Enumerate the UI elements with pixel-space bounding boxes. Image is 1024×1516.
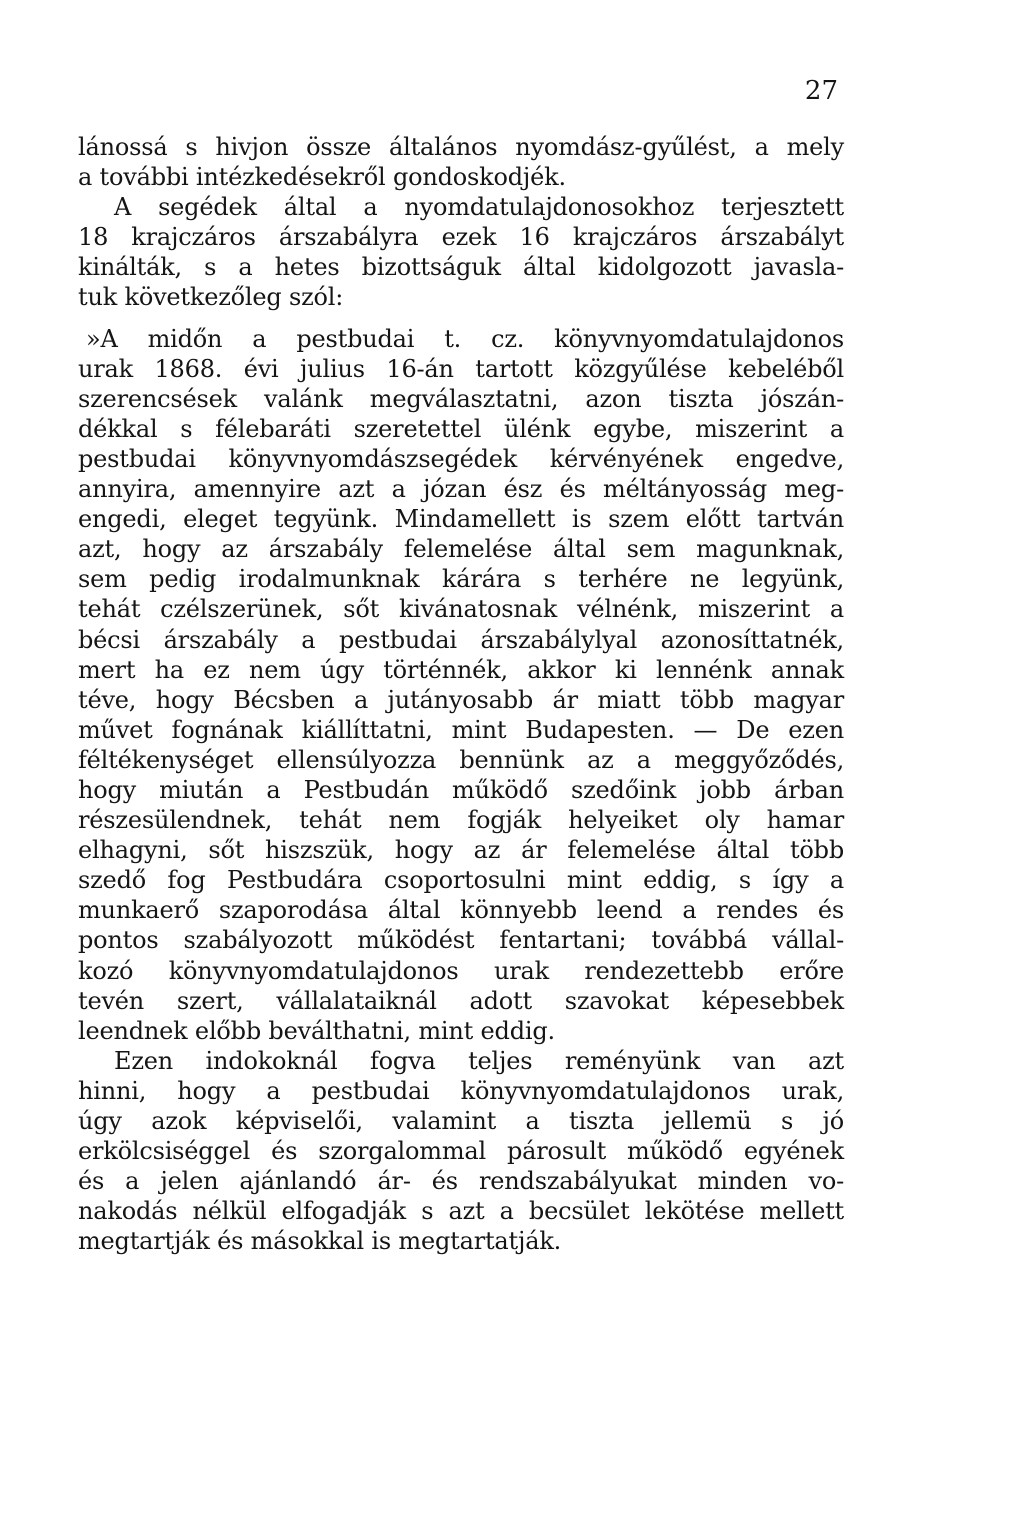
paragraph-p1 [78,132,844,192]
text-line: hinni, hogy a pestbudai könyvnyomdatulajdonos urak, [78,1076,844,1105]
text-line: annyira, amennyire azt a józan ész és méltányosság meg- [78,475,844,504]
text-line: tevén szert, vállalataiknál adott szavokat képesebbek [78,986,844,1015]
text-line: részesülendnek, tehát nem fogják helyeiket oly hamar [78,806,844,835]
text-line: A segédek által a nyomdatulajdonosokhoz terjesztett [114,193,844,222]
text-line: nakodás nélkül elfogadják s azt a becsület lekötése mellett [78,1197,844,1226]
body-text [78,132,844,1256]
text-line: sem pedig irodalmunknak kárára s terhére ne legyünk, [78,565,844,594]
text-line: kozó könyvnyomdatulajdonos urak rendezettebb erőre [78,956,844,985]
text-line: erkölcsiséggel és szorgalommal párosult működő egyének [78,1137,844,1166]
text-line: dékkal s félebaráti szeretettel ülénk egybe, miszerint a [78,414,844,443]
text-line: művet fognának kiállíttatni, mint Budapesten. — De ezen [78,715,844,744]
text-line: tuk következőleg szól: [78,283,344,312]
text-line: elhagyni, sőt hiszszük, hogy az ár felemelése által több [78,836,844,865]
text-line: bécsi árszabály a pestbudai árszabálylyal azonosíttatnék, [78,625,844,654]
text-line: leendnek előbb beválthatni, mint eddig. [78,1016,555,1045]
text-line: úgy azok képviselői, valamint a tiszta jellemü s jó [78,1107,844,1135]
text-line: a további intézkedésekről gondoskodjék. [78,163,566,192]
text-line: pestbudai könyvnyomdászsegédek kérvényének engedve, [78,444,844,473]
text-line: munkaerő szaporodása által könnyebb leend a rendes és [78,896,844,925]
text-line: lánossá s hivjon össze általános nyomdász-gyűlést, a mely [78,133,844,161]
text-line: szedő fog Pestbudára csoportosulni mint eddig, s így a [78,866,844,895]
text-line: pontos szabályozott működést fentartani; továbbá vállal- [78,926,844,955]
paragraph-gap [78,313,844,324]
text-line: 18 krajczáros árszabályra ezek 16 krajczáros árszabályt [78,223,844,252]
paragraph-p4 [78,1046,844,1257]
text-line: hogy miután a Pestbudán működő szedőink jobb árban [78,775,844,804]
text-line: mert ha ez nem úgy történnék, akkor ki lennénk annak [78,655,844,684]
text-line: féltékenységet ellensúlyozza bennünk az a meggyőződés, [78,745,844,774]
text-line: azt, hogy az árszabály felemelése által sem magunknak, [78,535,844,564]
text-line: és a jelen ajánlandó ár- és rendszabályukat minden vo- [78,1167,844,1196]
text-line: szerencsések valánk megválasztatni, azon tiszta jószán- [78,384,844,413]
paragraph-p2 [78,192,844,312]
text-line: »A midőn a pestbudai t. cz. könyvnyomdatulajdonos [86,324,844,353]
text-line: kinálták, s a hetes bizottságuk által kidolgozott javasla- [78,253,844,282]
paragraph-p3 [78,324,844,1046]
text-line: urak 1868. évi julius 16-án tartott közgyűlése kebeléből [78,354,844,383]
text-line: tehát czélszerünek, sőt kivánatosnak vélnénk, miszerint a [78,595,844,624]
text-line: téve, hogy Bécsben a jutányosabb ár miatt több magyar [78,685,844,714]
page-number: 27 [804,76,838,106]
text-line: engedi, eleget tegyünk. Mindamellett is szem előtt tartván [78,505,844,534]
text-line: megtartják és másokkal is megtartatják. [78,1227,562,1256]
text-line: Ezen indokoknál fogva teljes reményünk van azt [114,1046,844,1075]
